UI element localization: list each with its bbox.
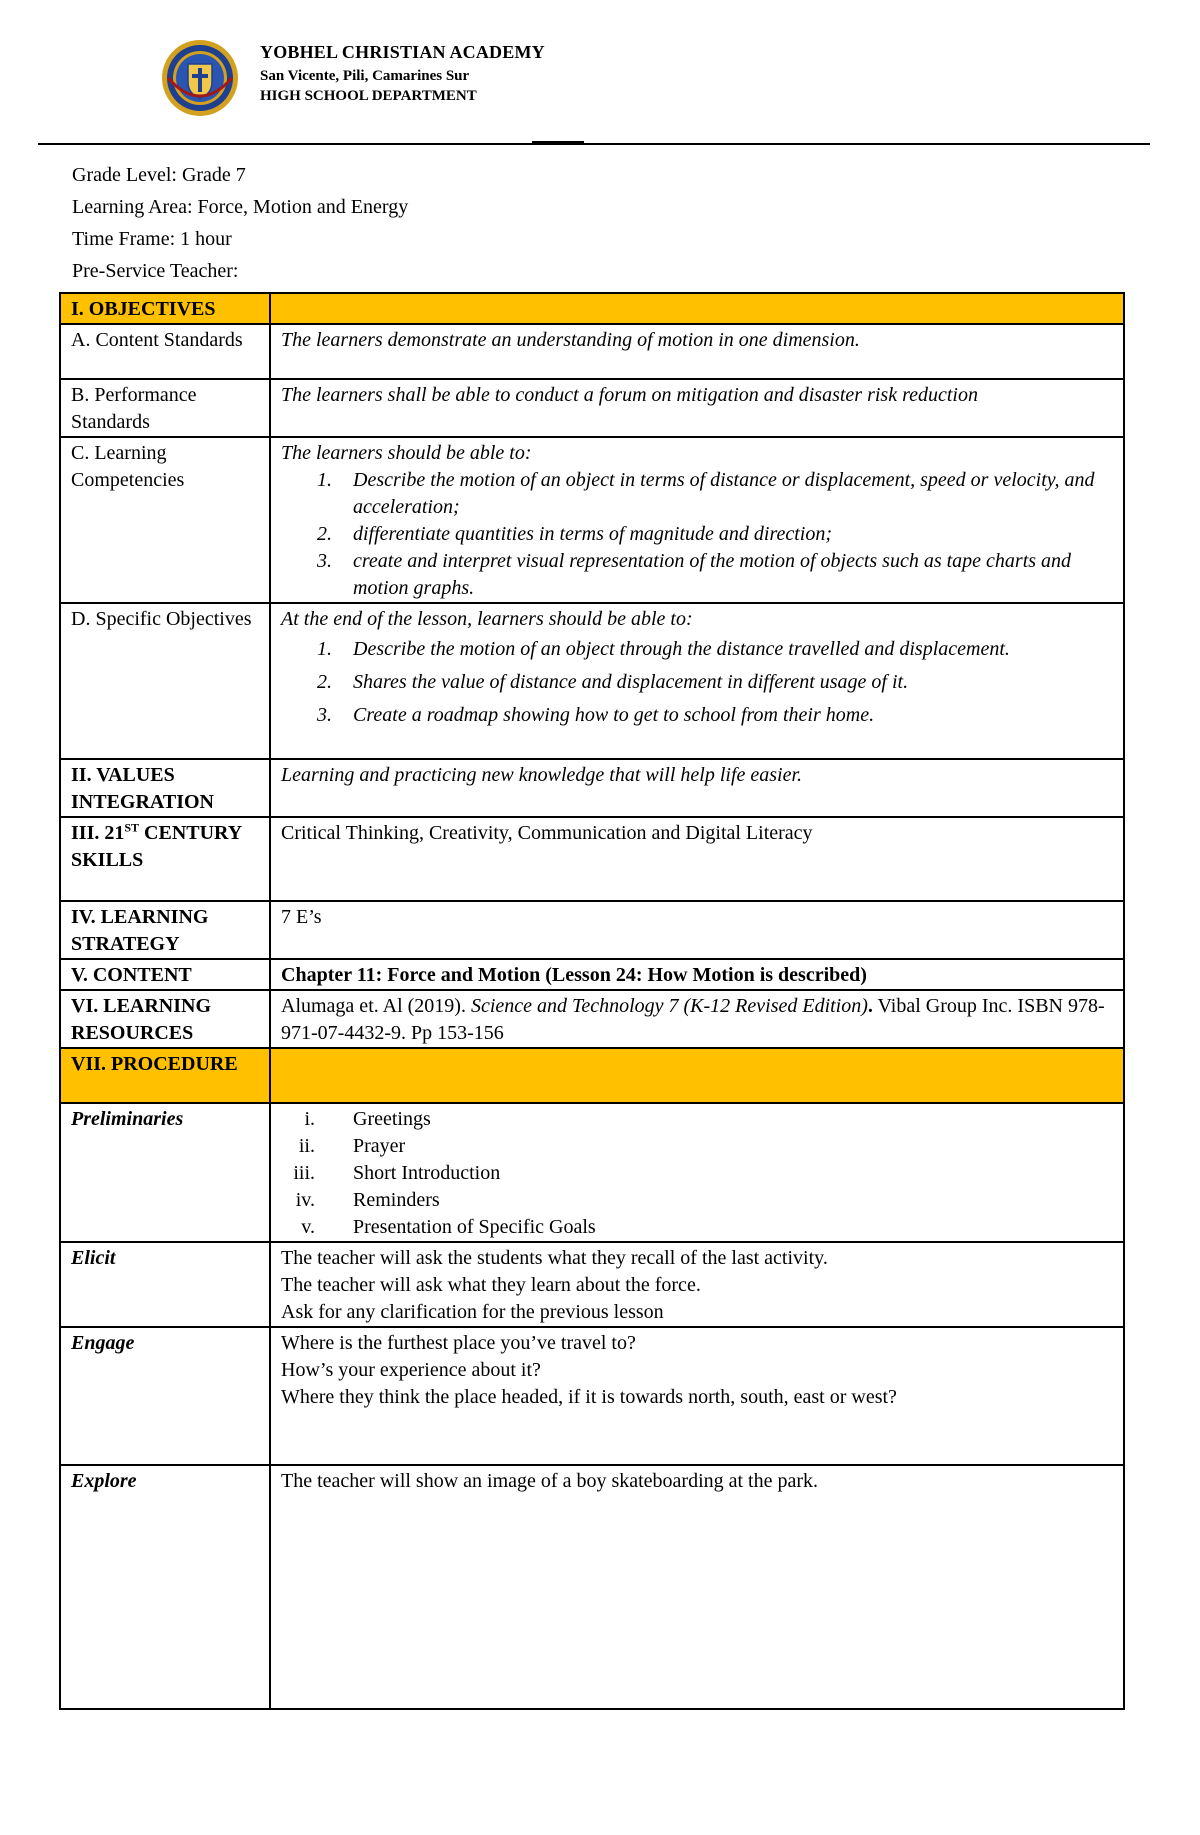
- list-text: Prayer: [353, 1135, 406, 1157]
- specific-objectives-list: [281, 633, 1113, 732]
- list-number: iv.: [295, 1189, 315, 1211]
- specific-objectives-label: D. Specific Objectives: [60, 603, 270, 759]
- school-header: [160, 38, 760, 118]
- competencies-list: [281, 467, 1113, 602]
- elicit-row: [60, 1242, 1124, 1327]
- resource-publisher: Vibal Group Inc. ISBN 978-971-07-4432-9. Pp 153-156: [281, 995, 1105, 1044]
- objectives-heading-row: [60, 293, 1124, 324]
- header-divider: [38, 143, 1150, 145]
- procedure-heading-fill: [270, 1048, 1124, 1103]
- list-text: Presentation of Specific Goals: [353, 1216, 596, 1238]
- learning-resources-heading: VI. LEARNING RESOURCES: [60, 990, 270, 1048]
- list-text: Create a roadmap showing how to get to school from their home.: [353, 704, 875, 726]
- learning-area: Learning Area: Force, Motion and Energy: [72, 196, 409, 218]
- list-item: [281, 1160, 1113, 1187]
- content-heading: V. CONTENT: [60, 959, 270, 990]
- list-item: [281, 548, 1113, 602]
- grade-level: Grade Level: Grade 7: [72, 164, 246, 186]
- school-seal-logo: [160, 38, 240, 118]
- century-skills-sup: ST: [124, 820, 140, 835]
- learning-competencies-row: [60, 437, 1124, 603]
- century-skills-row: [60, 817, 1124, 901]
- engage-line: How’s your experience about it?: [281, 1359, 541, 1381]
- list-item: [281, 521, 1113, 548]
- list-number: v.: [301, 1216, 315, 1238]
- resource-title: Science and Technology 7 (K-12 Revised Edition): [470, 995, 868, 1017]
- learning-resources-cell: Alumaga et. Al (2019). Science and Technology 7 (K-12 Revised Edition). Vibal Group Inc. ISBN 978-971-07-4432-9. Pp 153-156: [270, 990, 1124, 1048]
- list-number: 3.: [317, 550, 332, 572]
- engage-label: Engage: [60, 1327, 270, 1465]
- values-integration-text: Learning and practicing new knowledge that will help life easier.: [270, 759, 1124, 817]
- list-number: i.: [304, 1108, 315, 1130]
- century-skills-rest: CENTURY SKILLS: [71, 822, 242, 871]
- list-item: [281, 699, 1113, 732]
- explore-text: The teacher will show an image of a boy skateboarding at the park.: [270, 1465, 1124, 1709]
- list-text: Short Introduction: [353, 1162, 501, 1184]
- list-number: 2.: [317, 523, 332, 545]
- performance-standards-row: [60, 379, 1124, 437]
- list-text: differentiate quantities in terms of magnitude and direction;: [353, 523, 833, 545]
- century-skills-heading: [60, 817, 270, 901]
- century-skills-prefix: III. 21: [71, 822, 125, 844]
- list-number: 1.: [317, 638, 332, 660]
- list-text: Describe the motion of an object through the distance travelled and displacement.: [353, 638, 1010, 660]
- list-item: [281, 1106, 1113, 1133]
- list-number: iii.: [293, 1162, 315, 1184]
- competencies-intro: The learners should be able to:: [281, 442, 532, 464]
- elicit-line: The teacher will ask the students what they recall of the last activity.: [281, 1247, 828, 1269]
- list-text: Greetings: [353, 1108, 431, 1130]
- elicit-line: The teacher will ask what they learn about the force.: [281, 1274, 701, 1296]
- engage-line: Where they think the place headed, if it is towards north, south, east or west?: [281, 1386, 897, 1408]
- list-text: Describe the motion of an object in terms of distance or displacement, speed or velocity, and acceleration;: [353, 469, 1095, 518]
- explore-row: [60, 1465, 1124, 1709]
- values-integration-row: [60, 759, 1124, 817]
- pre-service-teacher: Pre-Service Teacher:: [72, 260, 239, 282]
- learning-strategy-heading: IV. LEARNING STRATEGY: [60, 901, 270, 959]
- elicit-label: Elicit: [60, 1242, 270, 1327]
- list-item: [281, 1187, 1113, 1214]
- engage-cell: [270, 1327, 1124, 1465]
- list-item: [281, 1214, 1113, 1241]
- engage-line: Where is the furthest place you’ve travel to?: [281, 1332, 636, 1354]
- school-name: YOBHEL CHRISTIAN ACADEMY: [260, 42, 545, 62]
- list-text: Shares the value of distance and displacement in different usage of it.: [353, 671, 909, 693]
- objectives-heading: I. OBJECTIVES: [60, 293, 270, 324]
- preliminaries-cell: [270, 1103, 1124, 1242]
- list-text: Reminders: [353, 1189, 440, 1211]
- learning-strategy-row: [60, 901, 1124, 959]
- elicit-line: Ask for any clarification for the previous lesson: [281, 1301, 664, 1323]
- time-frame: Time Frame: 1 hour: [72, 228, 232, 250]
- list-item: [281, 1133, 1113, 1160]
- list-number: 2.: [317, 671, 332, 693]
- school-address: San Vicente, Pili, Camarines Sur: [260, 68, 470, 84]
- learning-strategy-text: 7 E’s: [270, 901, 1124, 959]
- specific-intro: At the end of the lesson, learners should be able to:: [281, 608, 693, 630]
- century-skills-text: Critical Thinking, Creativity, Communication and Digital Literacy: [270, 817, 1124, 901]
- school-department: HIGH SCHOOL DEPARTMENT: [260, 88, 477, 104]
- resource-author: Alumaga et. Al (2019).: [281, 995, 466, 1017]
- procedure-heading-row: [60, 1048, 1124, 1103]
- elicit-cell: [270, 1242, 1124, 1327]
- content-standards-row: [60, 324, 1124, 379]
- list-number: 1.: [317, 469, 332, 491]
- learning-competencies-cell: [270, 437, 1124, 603]
- performance-standards-label: B. Performance Standards: [60, 379, 270, 437]
- list-item: [281, 666, 1113, 699]
- content-text: Chapter 11: Force and Motion (Lesson 24: How Motion is described): [270, 959, 1124, 990]
- specific-objectives-cell: [270, 603, 1124, 759]
- header-divider-mark: [532, 141, 584, 143]
- content-standards-text: The learners demonstrate an understanding of motion in one dimension.: [270, 324, 1124, 379]
- content-standards-label: A. Content Standards: [60, 324, 270, 379]
- explore-label: Explore: [60, 1465, 270, 1709]
- list-number: 3.: [317, 704, 332, 726]
- specific-objectives-row: [60, 603, 1124, 759]
- performance-standards-text: The learners shall be able to conduct a forum on mitigation and disaster risk reduction: [270, 379, 1124, 437]
- preliminaries-label: Preliminaries: [60, 1103, 270, 1242]
- preliminaries-list: [281, 1106, 1113, 1241]
- list-item: [281, 467, 1113, 521]
- lesson-plan-table: [59, 292, 1125, 1710]
- list-number: ii.: [298, 1135, 315, 1157]
- list-item: [281, 633, 1113, 666]
- content-row: [60, 959, 1124, 990]
- procedure-heading: VII. PROCEDURE: [60, 1048, 270, 1103]
- preliminaries-row: [60, 1103, 1124, 1242]
- learning-competencies-label: C. Learning Competencies: [60, 437, 270, 603]
- learning-resources-row: [60, 990, 1124, 1048]
- values-integration-heading: II. VALUES INTEGRATION: [60, 759, 270, 817]
- engage-row: [60, 1327, 1124, 1465]
- objectives-heading-fill: [270, 293, 1124, 324]
- list-text: create and interpret visual representation of the motion of objects such as tape charts and motion graphs.: [353, 550, 1072, 599]
